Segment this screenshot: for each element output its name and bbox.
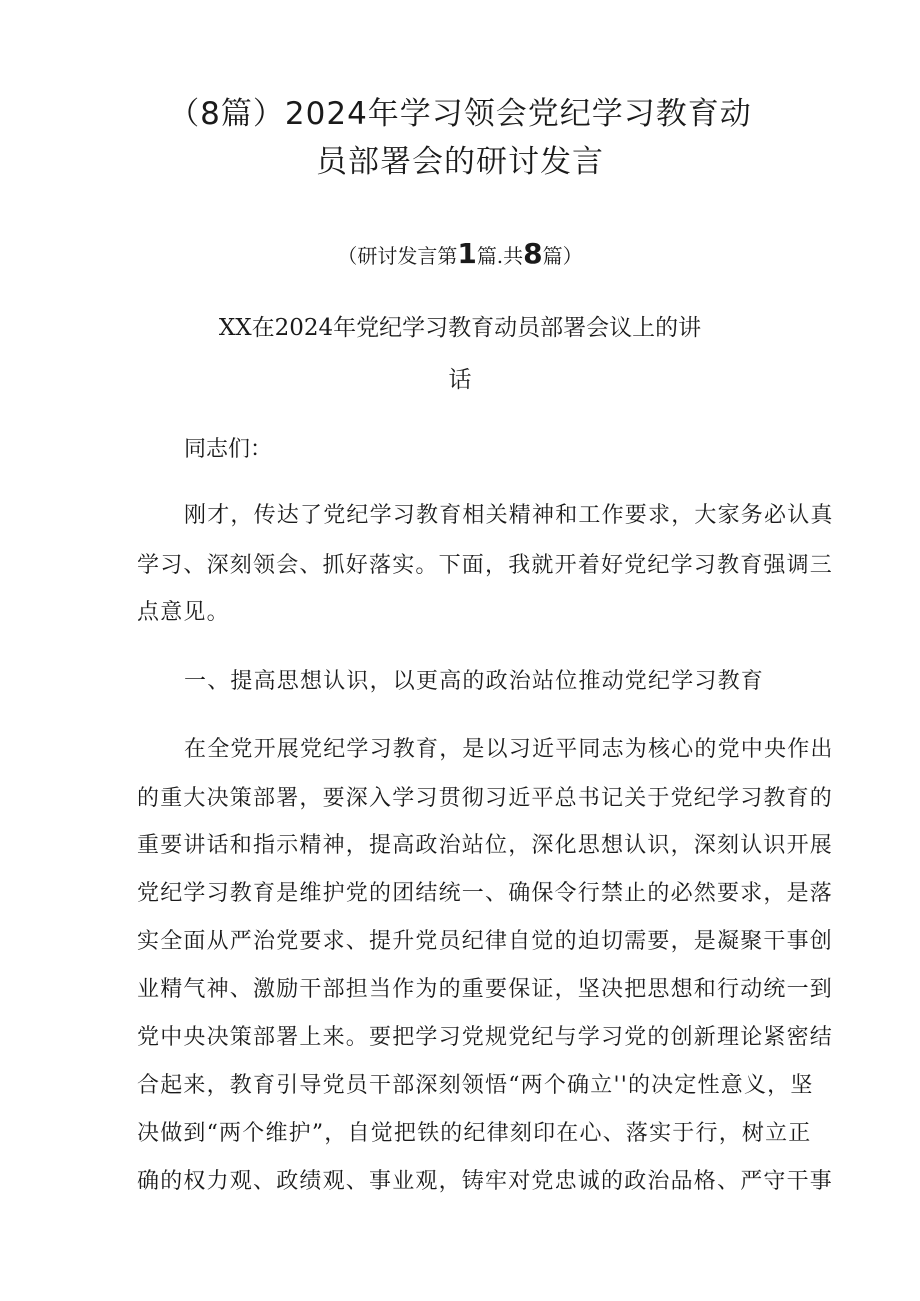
paragraph-2-line: 党纪学习教育是维护党的团结统一、确保令行禁止的必然要求，是落: [137, 881, 834, 906]
subtitle-total-number: 8: [523, 237, 543, 270]
subtitle-mid: 篇.共: [476, 244, 524, 268]
paragraph-2-line: 实全面从严治党要求、提升党员纪律自觉的迫切需要，是凝聚干事创: [137, 929, 834, 954]
document-subtitle: [0, 236, 920, 274]
paragraph-2-line: 重要讲话和指示精神，提高政治站位，深化思想认识，深刻认识开展: [137, 833, 834, 858]
subtitle-part-number: 1: [457, 237, 477, 270]
document-title-line-2: 员部署会的研讨发言: [316, 144, 604, 180]
paragraph-2-line: 党中央决策部署上来。要把学习党规党纪与学习党的创新理论紧密结: [137, 1025, 834, 1050]
paragraph-2-line: 决做到“两个维护”，自觉把铁的纪律刻印在心、落实于行，树立正: [137, 1121, 812, 1146]
section-1-heading: 一、提高思想认识，以更高的政治站位推动党纪学习教育: [184, 669, 765, 694]
speech-title-line-1: XX在2024年党纪学习教育动员部署会议上的讲: [218, 315, 702, 341]
paragraph-2-line: 确的权力观、政绩观、事业观，铸牢对党忠诚的政治品格、严守干事: [137, 1169, 834, 1194]
paragraph-1-line: 刚才，传达了党纪学习教育相关精神和工作要求，大家务必认真: [184, 503, 834, 528]
paragraph-1-line: 学习、深刻领会、抓好落实。下面，我就开着好党纪学习教育强调三: [137, 553, 834, 578]
document-title-line-1: （8篇）2024年学习领会党纪学习教育动: [168, 96, 752, 132]
paragraph-2-line: 的重大决策部署，要深入学习贯彻习近平总书记关于党纪学习教育的: [137, 786, 834, 811]
subtitle-prefix: （研讨发言第: [337, 244, 458, 268]
paragraph-2-line: 在全党开展党纪学习教育，是以习近平同志为核心的党中央作出: [184, 737, 834, 762]
speech-title-line-2: 话: [448, 367, 472, 393]
paragraph-2-line: 业精气神、激励干部担当作为的重要保证，坚决把思想和行动统一到: [137, 977, 834, 1002]
paragraph-1-line: 点意见。: [137, 600, 230, 625]
salutation: 同志们：: [184, 437, 273, 462]
subtitle-suffix: 篇）: [542, 244, 583, 268]
paragraph-2-line: 合起来，教育引导党员干部深刻领悟“两个确立''的决定性意义，坚: [137, 1073, 814, 1098]
